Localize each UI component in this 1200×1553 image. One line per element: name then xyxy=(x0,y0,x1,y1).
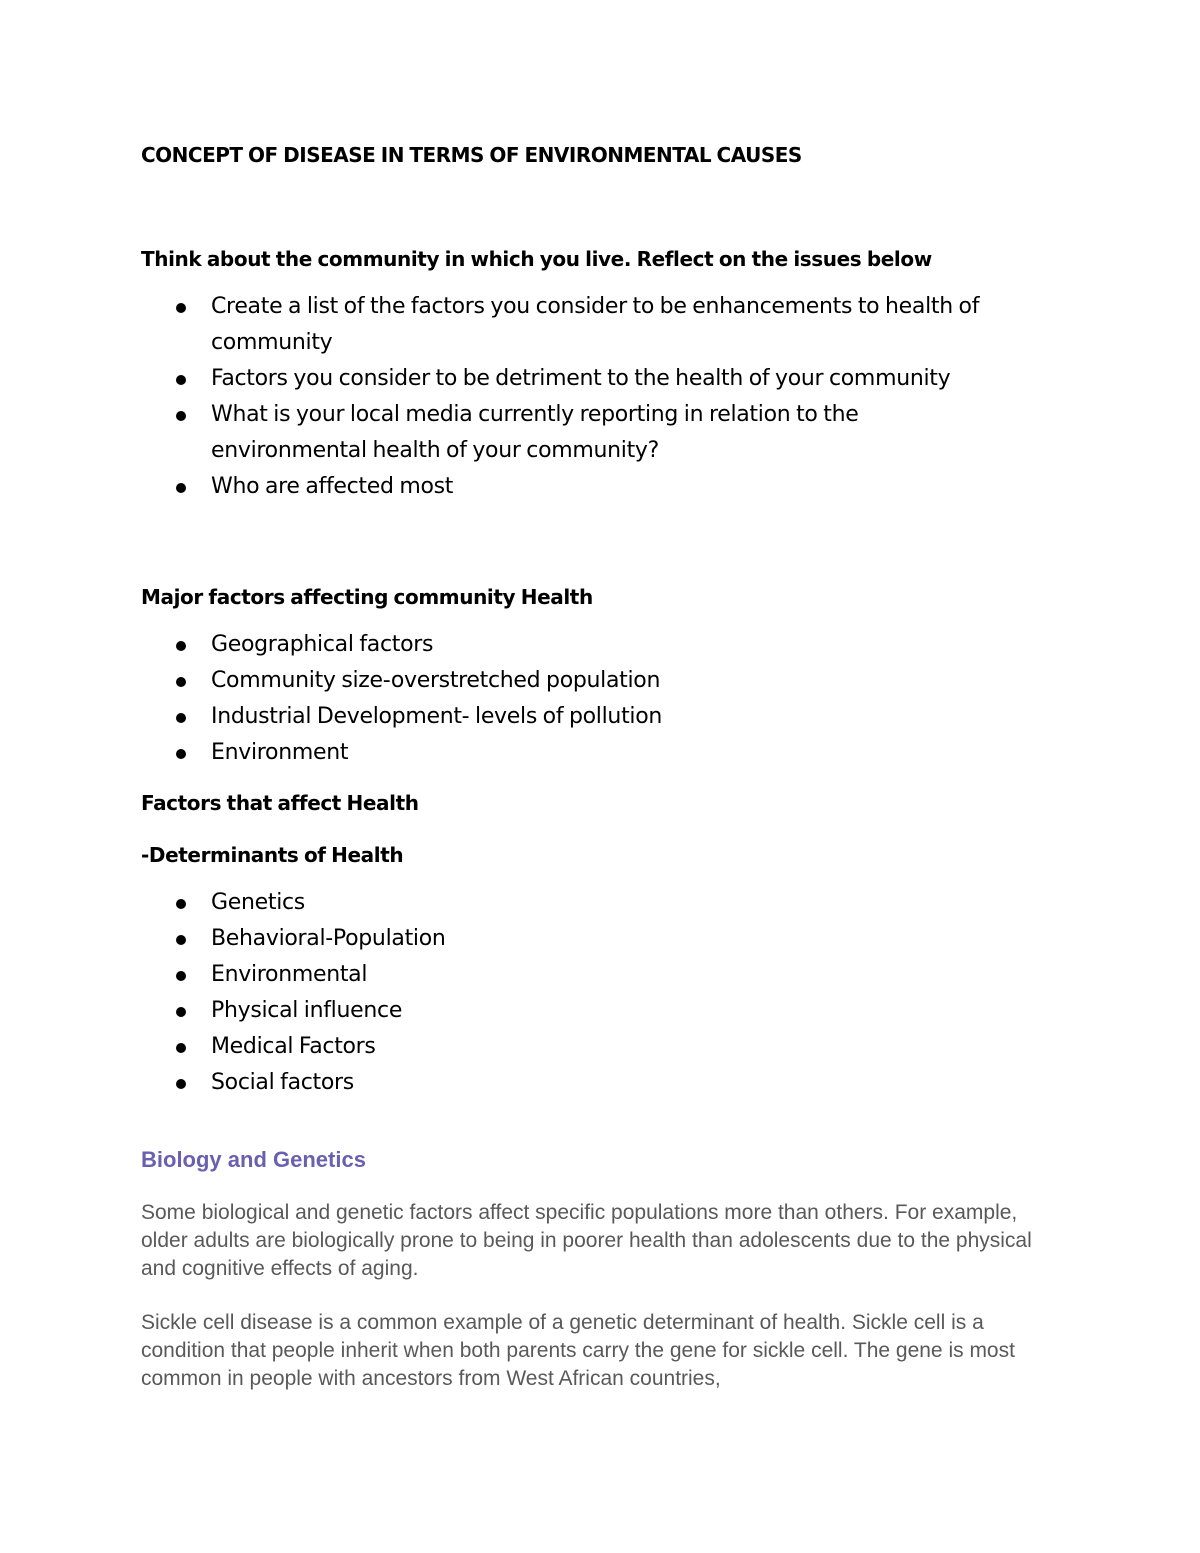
bullet-icon xyxy=(176,411,186,421)
list-item-text: Genetics xyxy=(211,890,305,915)
list-item-text: Create a list of the factors you consider to be enhancements to health of community xyxy=(211,294,980,355)
major-factors-list xyxy=(141,627,1061,771)
reflect-list xyxy=(141,289,1061,505)
bullet-icon xyxy=(176,1079,186,1089)
list-item-text: Industrial Development- levels of pollution xyxy=(211,704,663,729)
bullet-icon xyxy=(176,375,186,385)
list-item xyxy=(141,1029,1061,1065)
section-heading-biology-genetics: Biology and Genetics xyxy=(141,1147,366,1172)
section-subheading-determinants: -Determinants of Health xyxy=(141,843,404,867)
list-item xyxy=(141,397,931,469)
list-item-text: Geographical factors xyxy=(211,632,434,657)
list-item xyxy=(141,735,1061,771)
list-item-text: Environment xyxy=(211,740,349,765)
list-item xyxy=(141,1065,1061,1101)
bullet-icon xyxy=(176,749,186,759)
bullet-icon xyxy=(176,971,186,981)
section-heading-major-factors: Major factors affecting community Health xyxy=(141,585,593,609)
paragraph-sickle-cell: Sickle cell disease is a common example of a genetic determinant of health. Sickle cell is a condition that people inherit when both parents carry the gene for sickle cell. The gene is most common in people with ancestors from West African countries, xyxy=(141,1311,1015,1390)
document-content xyxy=(141,143,1061,1393)
list-item xyxy=(141,361,1061,397)
bullet-icon xyxy=(176,1043,186,1053)
list-item-text: Medical Factors xyxy=(211,1034,376,1059)
bullet-icon xyxy=(176,935,186,945)
document-title: CONCEPT OF DISEASE IN TERMS OF ENVIRONMENTAL CAUSES xyxy=(141,143,802,167)
list-item-text: Factors you consider to be detriment to the health of your community xyxy=(211,366,951,391)
bullet-icon xyxy=(176,641,186,651)
determinants-list xyxy=(141,885,1061,1101)
bullet-icon xyxy=(176,713,186,723)
list-item-text: Community size-overstretched population xyxy=(211,668,661,693)
list-item xyxy=(141,921,1061,957)
bullet-icon xyxy=(176,483,186,493)
list-item xyxy=(141,957,1061,993)
list-item xyxy=(141,993,1061,1029)
list-item xyxy=(141,699,1061,735)
bullet-icon xyxy=(176,677,186,687)
list-item xyxy=(141,289,1031,361)
list-item-text: Behavioral-Population xyxy=(211,926,446,951)
list-item xyxy=(141,885,1061,921)
list-item xyxy=(141,663,1061,699)
list-item-text: Who are affected most xyxy=(211,474,454,499)
section-heading-factors-affect-health: Factors that affect Health xyxy=(141,791,419,815)
bullet-icon xyxy=(176,899,186,909)
bullet-icon xyxy=(176,1007,186,1017)
list-item-text: Physical influence xyxy=(211,998,403,1023)
section-heading-reflect: Think about the community in which you live. Reflect on the issues below xyxy=(141,247,932,271)
list-item xyxy=(141,469,1061,505)
list-item xyxy=(141,627,1061,663)
list-item-text: Social factors xyxy=(211,1070,354,1095)
paragraph-biology: Some biological and genetic factors affect specific populations more than others. For example, older adults are biologically prone to being in poorer health than adolescents due to the physical and cognitive effects of aging. xyxy=(141,1201,1032,1280)
list-item-text: What is your local media currently reporting in relation to the environmental health of your community? xyxy=(211,402,859,463)
bullet-icon xyxy=(176,303,186,313)
list-item-text: Environmental xyxy=(211,962,368,987)
